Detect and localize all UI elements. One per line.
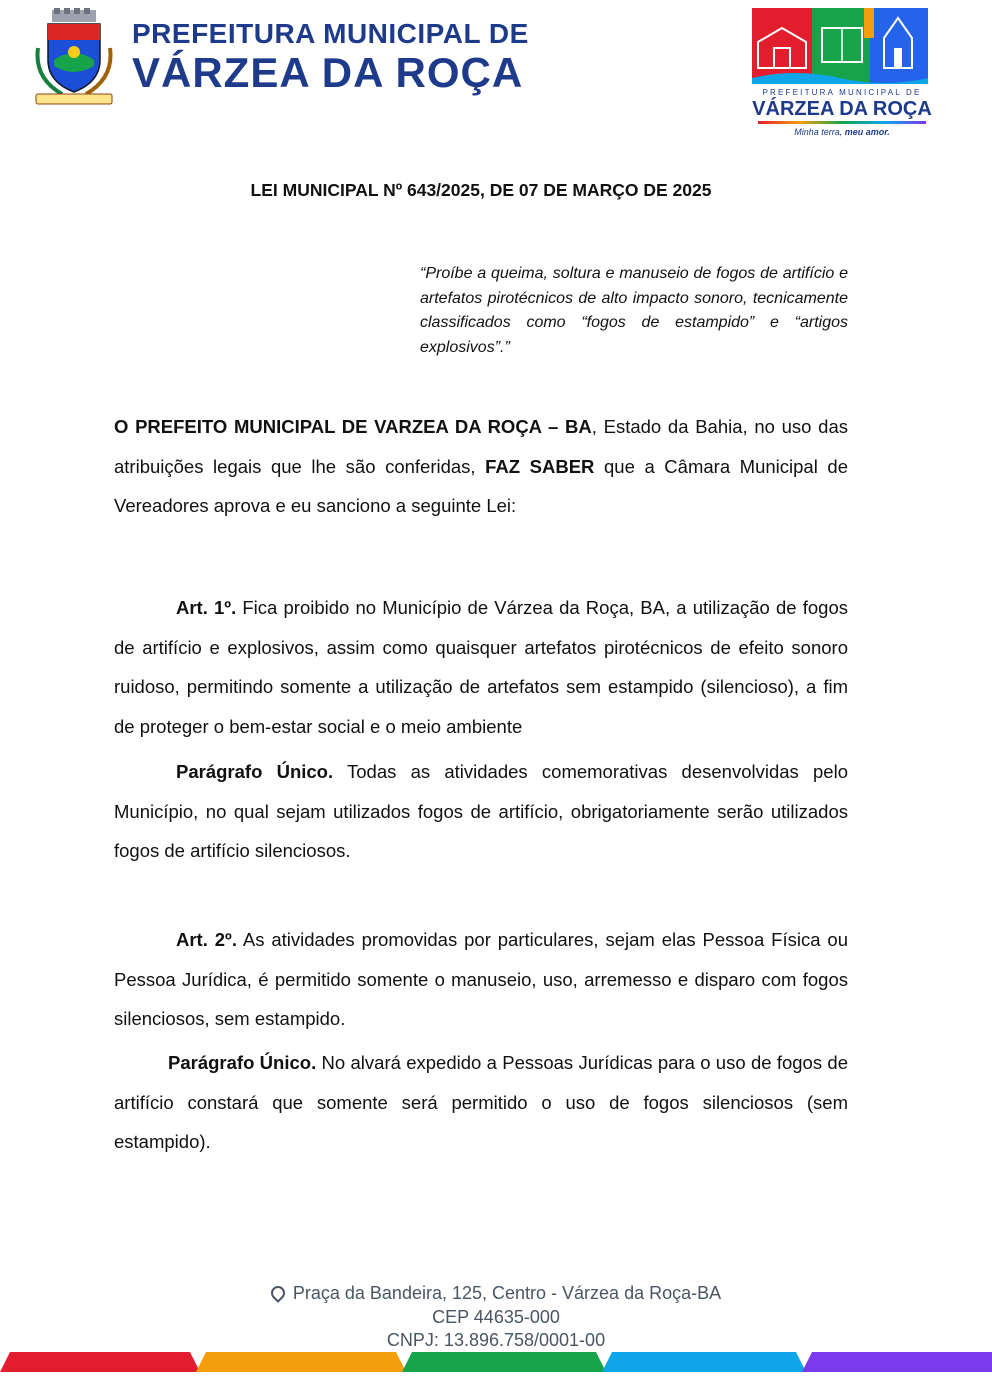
law-ementa: “Proíbe a queima, soltura e manuseio de fogos de artifício e artefatos pirotécnicos de alto impacto sonoro, tecnicamente classificados como “fogos de estampido” e “artigos explosivos”.” [420,265,848,356]
footer-contact [0,1282,992,1353]
logo-tagline [752,127,932,137]
footer-color-stripe [0,1352,992,1372]
article-1-label: Art. 1º. [176,597,237,618]
preamble-text-1: , Estado da Bahia, no uso das atribuições legais que lhe são conferidas, [114,416,848,477]
article-2-text: As atividades promovidas por particulares, sejam elas Pessoa Física ou Pessoa Jurídica, é permitido somente o manuseio, uso, arremesso e disparo com fogos silenciosos, sem estampido. [114,929,849,1029]
location-pin-icon [268,1283,288,1303]
tagline-part-2: meu amor. [844,127,890,137]
article-1-paragraph [114,752,848,871]
article-1-paragraph-text: Todas as atividades comemorativas desenvolvidas pelo Município, no qual sejam utilizados fogos de artifício, obrigatoriamente serão utilizados fogos de artifício silenciosos. [114,761,848,861]
footer-cep: CEP 44635-000 [432,1306,560,1327]
header-municipality-name [132,20,529,94]
city-skyline-art [752,8,928,84]
preamble-faz-saber: FAZ SABER [485,455,595,477]
preamble-text-2: que a Câmara Municipal de Vereadores aprova e eu sanciono a seguinte Lei: [114,455,848,516]
article-2-label: Art. 2º. [176,929,237,950]
tagline-part-1: Minha terra, [794,127,845,137]
logo-subtitle: PREFEITURA MUNICIPAL DE [762,88,922,97]
header-line2: VÁRZEA DA ROÇA [132,49,524,96]
footer-cnpj: CNPJ: 13.896.758/0001-00 [386,1330,606,1350]
article-2-paragraph-text: No alvará expedido a Pessoas Jurídicas para o uso de fogos de artifício constará que somente será permitido o uso de fogos silenciosos (sem estampido). [114,1052,848,1152]
municipal-crest-logo [32,8,116,108]
article-1 [114,588,848,746]
article-2-paragraph [114,1043,848,1162]
logo-title: VÁRZEA DA ROÇA [752,98,932,120]
logo-color-bar [758,121,926,124]
preamble-mayor: O PREFEITO MUNICIPAL DE VARZEA DA ROÇA – BA [114,416,592,437]
footer-address: Praça da Bandeira, 125, Centro - Várzea da Roça-BA [292,1283,722,1303]
article-2 [114,920,848,1039]
header-line1: PREFEITURA MUNICIPAL DE [132,18,529,49]
article-1-paragraph-label: Parágrafo Único. [176,761,334,782]
article-1-text: Fica proibido no Município de Várzea da Roça, BA, a utilização de fogos de artifício e explosivos, assim como quaisquer artefatos pirotécnicos de efeito sonoro ruidoso, permitindo somente a utilização de artefatos sem estampido (silencioso), a fim de proteger o bem-estar social e o meio ambiente [114,597,849,737]
preamble-paragraph [114,407,848,526]
municipal-brand-logo [752,8,932,138]
law-title: LEI MUNICIPAL Nº 643/2025, DE 07 DE MARÇO DE 2025 [250,180,712,200]
footer-address-line [0,1282,992,1306]
article-2-paragraph-label: Parágrafo Único. [168,1052,317,1073]
